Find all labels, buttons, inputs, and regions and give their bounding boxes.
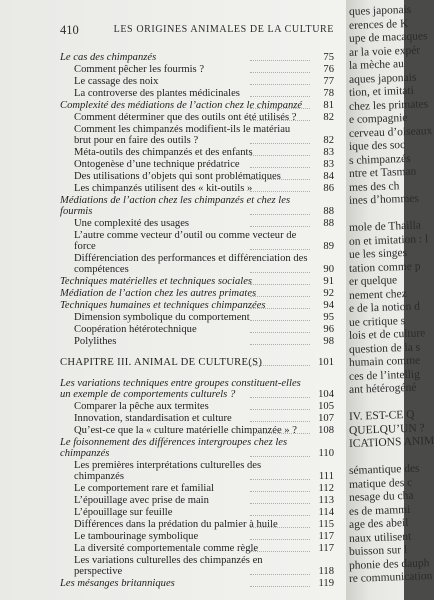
page-number: 410 [60,23,79,37]
opposite-page-text-line: buisson sur l [348,543,408,558]
dot-leader [250,503,310,504]
dot-leader [250,143,310,144]
opposite-page-text-line: s chimpanzés [348,152,411,167]
opposite-page-text-line: phonie des dauph [348,556,430,572]
toc-page-number: 119 [318,578,334,589]
toc-entry [60,519,334,530]
opposite-page-text-line: IV. EST-CE Q [348,408,415,423]
dot-leader [250,421,310,422]
toc-entry-title: Les chimpanzés utilisent des « kit-outils » [74,183,253,194]
toc-entry-title: Médiation de l’action chez les autres primates [60,288,257,299]
dot-leader [250,574,310,575]
opposite-page-text-line: ant hétérogéné [348,381,417,396]
opposite-page-text-line: ques japonais [348,3,412,18]
dot-leader [250,96,310,97]
opposite-page-text-line: erences de K [348,17,409,32]
dot-leader [250,539,310,540]
toc-entry [60,64,334,75]
toc-page-number: 94 [323,300,334,311]
dot-leader [250,332,310,333]
toc-entry-title: CHAPITRE III. ANIMAL DE CULTURE(S) [60,357,263,368]
opposite-page-text-line: ICATIONS ANIM [348,435,434,450]
toc-page-number: 112 [318,483,334,494]
toc-entry-title: Les premières interprétations culturelles des chimpanzés [74,460,262,482]
book-page-right-edge [346,0,434,600]
opposite-page-text-line: e compagnie [348,111,408,126]
toc-page-number: 118 [318,566,334,577]
toc-entry [60,413,334,424]
toc-page-number: 111 [318,471,334,482]
toc-entry-title: Ontogenèse d’une technique prédatrice [74,159,240,170]
toc-entry-title: Une complexité des usages [74,218,190,229]
dot-leader [250,84,310,85]
opposite-page-text-line: ntre et Tasman [348,165,417,180]
toc-page-number: 81 [323,100,334,111]
dot-leader [250,284,310,285]
dot-leader [250,191,310,192]
toc-entry-title: L’autre comme vecteur d’outil ou comme vecteur de force [74,230,297,252]
toc-entry [60,531,334,542]
opposite-page-text-line: mes des ch [348,179,400,194]
toc-entry-title: Les variations techniques entre groupes constituent-elles un exemple de comportements culturels ? [60,378,301,400]
opposite-page-text-line: mole de Thailla [348,219,422,234]
dot-leader [250,179,310,180]
toc-page-number: 88 [323,218,334,229]
toc-page-number: 83 [323,147,334,158]
opposite-page-text-line: er quelque [348,274,398,288]
toc-entry [60,253,334,275]
chapter-heading [60,357,334,368]
opposite-page-text-line: naux utilisent [348,530,412,545]
dot-leader [250,308,310,309]
toc-entry-title: Comment pêcher les fourmis ? [74,64,205,75]
dot-leader [250,226,310,227]
opposite-page-text-line: on et imitation : l [348,232,429,248]
toc-entry [60,401,334,412]
opposite-page-text-line: ar la voie expér [348,44,421,59]
toc-page-number: 86 [323,183,334,194]
toc-entry-title: Dimension symbolique du comportement [74,312,250,323]
opposite-page-text-line: ces de l’intellig [348,368,421,383]
opposite-page-text-line: chez les primates [348,97,429,113]
toc-page-number: 96 [323,324,334,335]
toc-entry [60,460,334,482]
toc-entry [60,425,334,436]
toc-section [60,195,334,217]
toc-entry [60,112,334,123]
toc-entry-title: Les mésanges britanniques [60,578,175,589]
opposite-page-text-line: sémantique des [348,462,420,477]
toc-section [60,100,334,111]
toc-page-number: 83 [323,159,334,170]
toc-entry-title: Comparer la pêche aux termites [74,401,209,412]
toc-page-number: 115 [318,519,334,530]
toc-entry [60,495,334,506]
dot-leader [250,155,310,156]
toc-entry [60,555,334,577]
toc-page-number: 108 [318,425,334,436]
toc-page-number: 82 [323,135,334,146]
dot-leader [250,456,310,457]
toc-section [60,288,334,299]
toc-entry [60,312,334,323]
toc-page-number: 76 [323,64,334,75]
toc-page-number: 88 [323,206,334,217]
toc-section [60,300,334,311]
table-of-contents [60,52,334,590]
toc-entry [60,218,334,229]
toc-section [60,378,334,400]
dot-leader [250,320,310,321]
toc-entry-title: Le cas des chimpanzés [60,52,157,63]
dot-leader [250,551,310,552]
toc-entry-title: Méta-outils des chimpanzés et des enfants [74,147,253,158]
page-header [60,23,334,39]
toc-page-number: 117 [318,531,334,542]
opposite-page-text-line: re communication [348,570,433,585]
toc-page-number: 113 [318,495,334,506]
opposite-page-text-line: ue les singes [348,246,408,261]
toc-entry [60,543,334,554]
toc-entry [60,147,334,158]
opposite-page-text-line: ue critique s [348,314,406,329]
toc-page-number: 90 [323,264,334,275]
toc-page-number: 105 [318,401,334,412]
dot-leader [250,272,310,273]
opposite-page-text-line: humain comme [348,354,421,369]
opposite-page-text-line: la mèche au [348,58,405,72]
opposite-page-text-line: aques japonais [348,71,417,86]
dot-leader [250,433,310,434]
opposite-page-text-line: age des abeil [348,516,409,531]
toc-page-number: 114 [318,507,334,518]
toc-entry-title: Comment les chimpanzés modifient-ils le matériau brut pour en faire des outils ? [74,124,291,146]
dot-leader [250,586,310,587]
toc-entry-title: Différences dans la prédation du palmier à huile [74,519,278,530]
toc-entry-title: Techniques humaines et techniques chimpanzées [60,300,266,311]
opposite-page-text-line: tation comme p [348,260,421,275]
toc-page-number: 98 [323,336,334,347]
toc-page-number: 95 [323,312,334,323]
opposite-page-text-line: e de la notion d [348,300,421,315]
toc-entry-title: Innovation, standardisation et culture [74,413,232,424]
toc-entry-title: L’épouillage sur feuille [74,507,173,518]
dot-leader [250,296,310,297]
toc-entry-title: La diversité comportementale comme règle [74,543,259,554]
toc-page-number: 110 [318,448,334,459]
toc-entry [60,507,334,518]
toc-section [60,578,334,589]
toc-entry [60,483,334,494]
dot-leader [250,515,310,516]
toc-entry-title: Techniques matérielles et techniques sociales [60,276,253,287]
dot-leader [250,60,310,61]
toc-entry-title: Le cassage des noix [74,76,159,87]
opposite-page-text-line: matique des c [348,476,413,491]
toc-page-number: 117 [318,543,334,554]
toc-entry-title: Différenciation des performances et différenciation des compétences [74,253,308,275]
toc-entry-title: L’épouillage avec prise de main [74,495,209,506]
toc-entry [60,230,334,252]
opposite-page-text-line: question de la s [348,341,421,356]
toc-page-number: 89 [323,241,334,252]
toc-page-number: 107 [318,413,334,424]
toc-section [60,276,334,287]
toc-entry-title: Complexité des médiations de l’action chez le chimpanzé [60,100,303,111]
toc-section [60,437,334,459]
dot-leader [250,120,310,121]
opposite-page-text-line: tion, et imitati [348,84,415,99]
toc-entry-title: Le foisonnement des différences intergroupes chez les chimpanzés [60,437,288,459]
opposite-page-text-line: nesage du cha [348,489,414,504]
toc-entry-title: Polylithes [74,336,117,347]
toc-entry-title: Comment déterminer que des outils ont été utilisés ? [74,112,297,123]
dot-leader [250,249,310,250]
dot-leader [250,527,310,528]
toc-entry-title: Le comportement rare et familial [74,483,215,494]
dot-leader [250,479,310,480]
toc-entry-title: Qu’est-ce que la « culture matérielle chimpanzée » ? [74,425,297,436]
toc-page-number: 92 [323,288,334,299]
opposite-page-text-line: cerveau d’oiseaux [348,124,433,140]
toc-page-number: 101 [318,357,334,368]
toc-page-number: 75 [323,52,334,63]
dot-leader [250,72,310,73]
toc-entry-title: La controverse des plantes médicinales [74,88,240,99]
opposite-page-text-line: lois et de culture [348,327,426,342]
toc-entry-title: Le tambourinage symbolique [74,531,199,542]
toc-entry-title: Des utilisations d’objets qui sont problématiques [74,171,281,182]
running-head: LES ORIGINES ANIMALES DE LA CULTURE [113,24,334,35]
opposite-page-text-line: QUELQU’UN ? [348,421,425,437]
toc-page-number: 78 [323,88,334,99]
toc-entry [60,88,334,99]
toc-entry [60,124,334,146]
toc-entry-title: Les variations culturelles des chimpanzés en perspective [74,555,263,577]
dot-leader [250,344,310,345]
opposite-page-text-line: ines d’hommes [348,192,420,207]
toc-page-number: 104 [318,389,334,400]
toc-entry-title: Médiations de l’action chez les chimpanzés et chez les fourmis [60,195,291,217]
opposite-page-text-line: upe de macaques [348,30,428,45]
toc-entry [60,159,334,170]
dot-leader [250,214,310,215]
toc-page-number: 82 [323,112,334,123]
dot-leader [250,108,310,109]
dot-leader [250,365,310,366]
toc-page-number: 91 [323,276,334,287]
opposite-page-text-line: nement chez [348,287,407,302]
toc-entry [60,171,334,182]
toc-entry-title: Coopération hétérotechnique [74,324,197,335]
dot-leader [250,397,310,398]
toc-entry [60,183,334,194]
toc-entry [60,324,334,335]
dot-leader [250,409,310,410]
opposite-page-text-line: es de mammi [348,503,411,518]
toc-section [60,52,334,63]
dot-leader [250,167,310,168]
dot-leader [250,491,310,492]
toc-entry [60,76,334,87]
toc-entry [60,336,334,347]
toc-page-number: 84 [323,171,334,182]
toc-page-number: 77 [323,76,334,87]
opposite-page-text-line: ique des soc [348,139,406,153]
